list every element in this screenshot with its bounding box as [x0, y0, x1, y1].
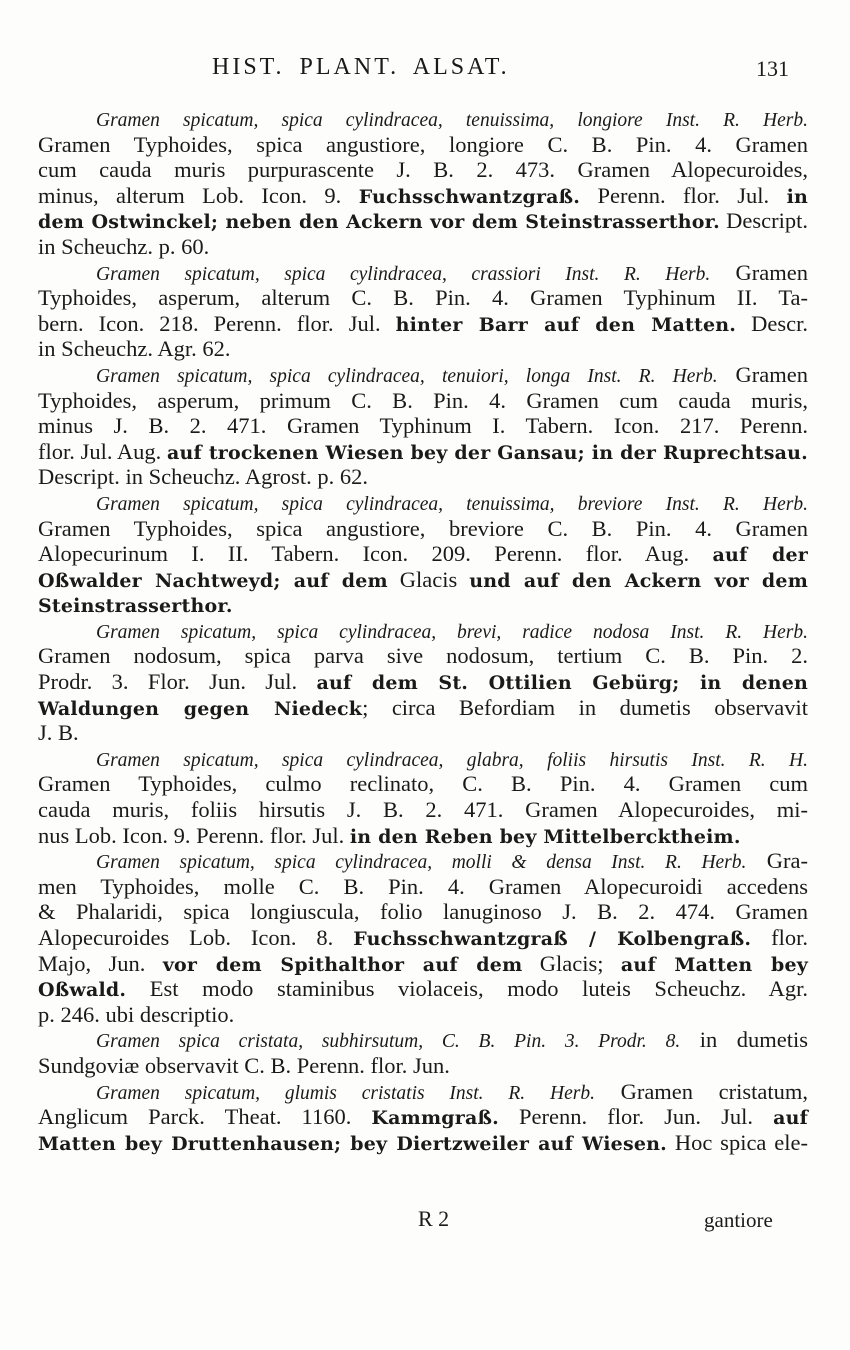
text-line — [38, 516, 808, 542]
german-fraktur-text: Fuchsschwantzgraß / Kolbengraß. — [353, 928, 752, 950]
text-line — [38, 234, 808, 260]
text-line — [38, 695, 808, 721]
text-line — [38, 951, 808, 977]
text-line — [38, 643, 808, 669]
entry-first-line — [38, 1079, 808, 1105]
roman-text: Gramen nodosum, spica parva sive nodosum, tertium C. B. Pin. 2. — [38, 643, 808, 669]
roman-text: in dumetis — [680, 1027, 809, 1053]
roman-text: Gra- — [746, 848, 808, 874]
text-line — [38, 132, 808, 158]
catchword: gantiore — [704, 1208, 773, 1232]
text-line — [38, 311, 808, 337]
roman-text: Sundgoviæ observavit C. B. Perenn. flor. Jun. — [38, 1052, 450, 1078]
roman-text: Typhoides, asperum, alterum C. B. Pin. 4. Gramen Typhinum II. Ta- — [38, 285, 808, 311]
latin-italic-text: Gramen spicatum, spica cylindracea, tenuissima, breviore Inst. R. Herb. — [96, 493, 808, 515]
german-fraktur-text: auf trockenen Wiesen bey der Gansau; in der Ruprechtsau. — [167, 441, 808, 464]
roman-text: Descript. — [719, 208, 808, 234]
german-fraktur-text: auf — [773, 1107, 808, 1130]
german-fraktur-text: Waldungen gegen Niedeck — [38, 697, 363, 720]
text-line — [38, 439, 808, 465]
roman-text: bern. Icon. 218. Perenn. flor. Jul. — [38, 310, 396, 336]
text-line — [38, 720, 808, 746]
latin-italic-text: Gramen spica cristata, subhirsutum, C. B. Pin. 3. Prodr. 8. — [96, 1031, 681, 1053]
roman-text: Glacis — [387, 566, 470, 592]
roman-text: Prodr. 3. Flor. Jun. Jul. — [38, 669, 317, 695]
roman-text: cauda muris, foliis hirsutis J. B. 2. 471. Gramen Alopecuroides, mi- — [38, 797, 808, 823]
german-fraktur-text: Oßwalder Nachtweyd; auf dem — [38, 569, 388, 592]
entry-first-line — [38, 618, 808, 644]
german-fraktur-text: Kammgraß. — [371, 1107, 499, 1130]
roman-text: Descript. in Scheuchz. Agrost. p. 62. — [38, 464, 368, 490]
german-fraktur-text: vor dem Spithalthor auf dem — [162, 953, 523, 976]
text-line — [38, 183, 808, 209]
roman-text: minus, alterum Lob. Icon. 9. — [38, 182, 359, 208]
roman-text: & Phalaridi, spica longiuscula, folio lanuginoso J. B. 2. 474. Gramen — [38, 899, 808, 925]
body-text — [38, 106, 808, 1155]
text-line — [38, 899, 808, 925]
roman-text: flor. Jul. Aug. — [38, 438, 168, 464]
running-head — [0, 54, 850, 88]
roman-text: Alopecurinum I. II. Tabern. Icon. 209. Perenn. flor. Aug. — [38, 541, 713, 567]
roman-text: flor. — [751, 925, 809, 950]
roman-text: Gramen — [710, 259, 809, 285]
latin-italic-text: Gramen spicatum, spica cylindracea, glabra, foliis hirsutis Inst. R. H. — [96, 749, 808, 771]
entry-first-line — [38, 490, 808, 516]
signature-mark: R 2 — [418, 1206, 450, 1231]
roman-text: Gramen cristatum, — [594, 1078, 808, 1104]
text-line — [38, 823, 808, 849]
german-fraktur-text: Matten bey Druttenhausen; bey Diertzweiler auf Wiesen. — [38, 1132, 667, 1155]
text-line — [38, 336, 808, 362]
text-line — [38, 285, 808, 311]
german-fraktur-text: Fuchsschwantzgraß. — [358, 185, 581, 208]
roman-text: men Typhoides, molle C. B. Pin. 4. Gramen Alopecuroidi accedens — [38, 873, 808, 899]
text-line — [38, 1002, 808, 1028]
roman-text: Gramen Typhoides, spica angustiore, longiore C. B. Pin. 4. Gramen — [38, 131, 808, 157]
roman-text: Anglicum Parck. Theat. 1160. — [38, 1104, 372, 1130]
text-line — [38, 157, 808, 183]
text-line — [38, 771, 808, 797]
text-line — [38, 388, 808, 414]
running-title: HIST. PLANT. ALSAT. — [212, 54, 510, 80]
roman-text: Perenn. flor. Jul. — [580, 182, 787, 208]
latin-italic-text: Gramen spicatum, spica cylindracea, tenuiori, longa Inst. R. Herb. — [96, 365, 718, 387]
text-line — [38, 541, 808, 567]
latin-italic-text: Gramen spicatum, spica cylindracea, tenuissima, longiore Inst. R. Herb. — [96, 110, 808, 131]
german-fraktur-text: Steinstrasserthor. — [38, 595, 233, 618]
roman-text: in Scheuchz. p. 60. — [38, 233, 210, 259]
roman-text: ; circa Befordiam in dumetis observavit — [362, 694, 808, 720]
text-line — [38, 874, 808, 900]
text-line — [38, 1104, 808, 1130]
german-fraktur-text: dem Ostwinckel; neben den Ackern vor dem Steinstrasserthor. — [38, 211, 720, 234]
text-line — [38, 567, 808, 593]
latin-italic-text: Gramen spicatum, spica cylindracea, crassiori Inst. R. Herb. — [96, 263, 711, 285]
roman-text: Est modo staminibus violaceis, modo luteis Scheuchz. Agr. — [126, 976, 808, 1002]
text-line — [38, 592, 808, 618]
latin-italic-text: Gramen spicatum, spica cylindracea, brevi, radice nodosa Inst. R. Herb. — [96, 621, 808, 643]
entry-first-line — [38, 746, 808, 772]
text-line — [38, 1053, 808, 1079]
latin-italic-text: Gramen spicatum, glumis cristatis Inst. R. Herb. — [96, 1082, 595, 1104]
text-line — [38, 413, 808, 439]
text-line — [38, 1130, 808, 1156]
german-fraktur-text: und auf den Ackern vor dem — [469, 569, 808, 592]
german-fraktur-text: auf Matten bey — [620, 953, 809, 976]
text-line — [38, 797, 808, 823]
roman-text: Typhoides, asperum, primum C. B. Pin. 4. Gramen cum cauda muris, — [38, 387, 808, 413]
text-line — [38, 669, 808, 695]
german-fraktur-text: auf der — [712, 544, 808, 567]
german-fraktur-text: Oßwald. — [38, 979, 127, 1002]
roman-text: cum cauda muris purpurascente J. B. 2. 473. Gramen Alopecuroides, — [38, 157, 808, 183]
roman-text: Alopecuroides Lob. Icon. 8. — [38, 925, 354, 950]
german-fraktur-text: in — [786, 185, 809, 208]
entry-first-line — [38, 362, 808, 388]
entry-first-line — [38, 848, 808, 874]
roman-text: in Scheuchz. Agr. 62. — [38, 336, 231, 362]
roman-text: Gramen Typhoides, culmo reclinato, C. B. Pin. 4. Gramen cum — [38, 771, 808, 797]
roman-text: minus J. B. 2. 471. Gramen Typhinum I. Tabern. Icon. 217. Perenn. — [38, 413, 808, 439]
entry-first-line — [38, 106, 808, 132]
page-footer — [0, 1206, 850, 1236]
entry-first-line — [38, 260, 808, 286]
latin-italic-text: Gramen spicatum, spica cylindracea, molli & densa Inst. R. Herb. — [96, 852, 747, 874]
roman-text: J. B. — [38, 720, 79, 746]
roman-text: Glacis; — [522, 950, 621, 976]
text-line — [38, 976, 808, 1002]
text-line — [38, 208, 808, 234]
roman-text: Majo, Jun. — [38, 950, 163, 976]
page-number: 131 — [756, 56, 789, 81]
german-fraktur-text: auf dem St. Ottilien Gebürg; in denen — [316, 672, 808, 695]
roman-text: Gramen Typhoides, spica angustiore, breviore C. B. Pin. 4. Gramen — [38, 515, 808, 541]
roman-text: nus Lob. Icon. 9. Perenn. flor. Jul. — [38, 822, 350, 848]
roman-text: p. 246. ubi descriptio. — [38, 1001, 235, 1027]
roman-text: Hoc spica ele- — [666, 1129, 808, 1155]
entry-first-line — [38, 1027, 808, 1053]
roman-text: Descr. — [736, 310, 808, 336]
text-line — [38, 464, 808, 490]
roman-text: Gramen — [717, 361, 808, 387]
roman-text: Perenn. flor. Jun. Jul. — [498, 1104, 774, 1130]
german-fraktur-text: hinter Barr auf den Matten. — [395, 313, 737, 336]
text-line — [38, 925, 808, 951]
german-fraktur-text: in den Reben bey Mittelbercktheim. — [349, 825, 741, 848]
